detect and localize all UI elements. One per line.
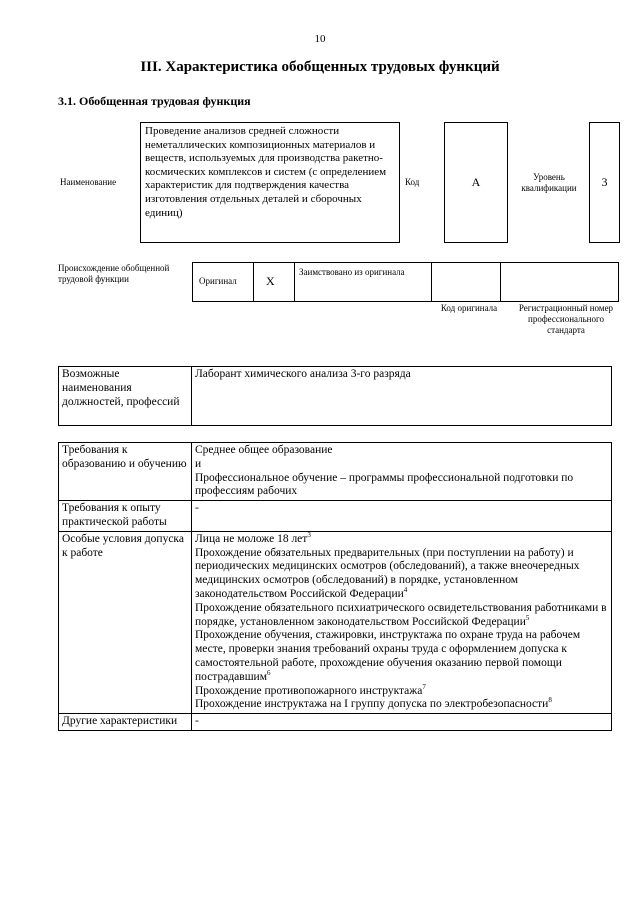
special-conditions-cell — [192, 531, 612, 713]
code-original-label: Код оригинала — [440, 303, 498, 313]
footnote-ref: 6 — [267, 668, 271, 677]
special-condition-item: Прохождение противопожарного инструктажа$^7$ — [195, 682, 426, 697]
footnote-ref: 8 — [548, 696, 552, 705]
level-value: 3 — [601, 175, 608, 189]
special-condition-item: Прохождение инструктажа на I группу допуска по электробезопасности$^8$ — [195, 696, 552, 711]
education-line: Профессиональное обучение – программы профессиональной подготовки по профессиям рабочих — [195, 471, 574, 498]
positions-table — [58, 366, 612, 426]
code-box — [444, 122, 508, 243]
original-mark-cell — [254, 263, 295, 302]
education-line: Среднее общее образование — [195, 444, 333, 456]
original-label: Оригинал — [199, 276, 237, 286]
education-label: Требования к образованию и обучению — [59, 443, 192, 501]
origin-label: Происхождение обобщенной трудовой функции — [58, 263, 170, 284]
education-cell — [192, 443, 612, 501]
borrowed-cell — [295, 263, 432, 302]
borrowed-label: Заимствовано из оригинала — [299, 267, 405, 277]
positions-label: Возможные наименования должностей, профессий — [59, 367, 192, 426]
level-label: Уровень квалификации — [521, 172, 577, 193]
code-value: А — [471, 175, 481, 189]
education-line: и — [195, 457, 202, 470]
level-box — [589, 122, 620, 243]
special-condition-item: Прохождение обязательного психиатрического освидетельствования работниками в порядке, установленном законодательством Российской Федерации$^5$ — [195, 601, 607, 628]
footnote-ref: 5 — [525, 613, 530, 622]
page-number: 10 — [314, 33, 326, 45]
other-value: - — [192, 714, 612, 731]
section-title: III. Характеристика обобщенных трудовых функций — [140, 59, 500, 75]
original-cell — [193, 263, 254, 302]
function-name-value: Проведение анализов средней сложности неметаллических композиционных материалов и веществ, используемых для производства ракетно-космических комплексов и систем (с определением характеристик для подтверждения качества изготовления отдельных деталей и сборочных единиц) — [145, 125, 387, 219]
special-conditions-label: Особые условия допуска к работе — [59, 531, 192, 713]
name-label: Наименование — [60, 177, 117, 187]
experience-value: - — [192, 501, 612, 532]
reg-number-label: Регистрационный номер профессионального стандарта — [518, 303, 614, 335]
footnote-ref: 4 — [403, 586, 408, 595]
code-original-cell — [432, 263, 501, 302]
footnote-ref: 7 — [422, 682, 426, 691]
special-condition-item: Лица не моложе 18 лет$^3$ — [195, 530, 311, 545]
footnote-ref: 3 — [307, 530, 311, 539]
subsection-title: 3.1. Обобщенная трудовая функция — [58, 94, 251, 108]
experience-label: Требования к опыту практической работы — [59, 501, 192, 532]
positions-value: Лаборант химического анализа 3-го разряда — [192, 367, 612, 426]
code-label: Код — [405, 177, 420, 187]
original-mark: Х — [266, 274, 275, 288]
special-condition-item: Прохождение обучения, стажировки, инструктажа по охране труда на рабочем месте, проверки знания требований охраны труда с оформлением допуска к самостоятельной работе, прохождение обучения оказанию первой помощи пострадавшим$^6$ — [195, 629, 581, 683]
requirements-table — [58, 442, 612, 731]
reg-number-cell — [501, 263, 619, 302]
special-condition-item: Прохождение обязательных предварительных (при поступлении на работу) и периодических медицинских осмотров (обследований), а также внеочередных медицинских осмотров (обследований) в порядке, установленном законодательством Российской Федерации$^4$ — [195, 546, 580, 600]
origin-table — [192, 262, 619, 302]
function-name-box — [140, 122, 400, 243]
other-label: Другие характеристики — [59, 714, 192, 731]
